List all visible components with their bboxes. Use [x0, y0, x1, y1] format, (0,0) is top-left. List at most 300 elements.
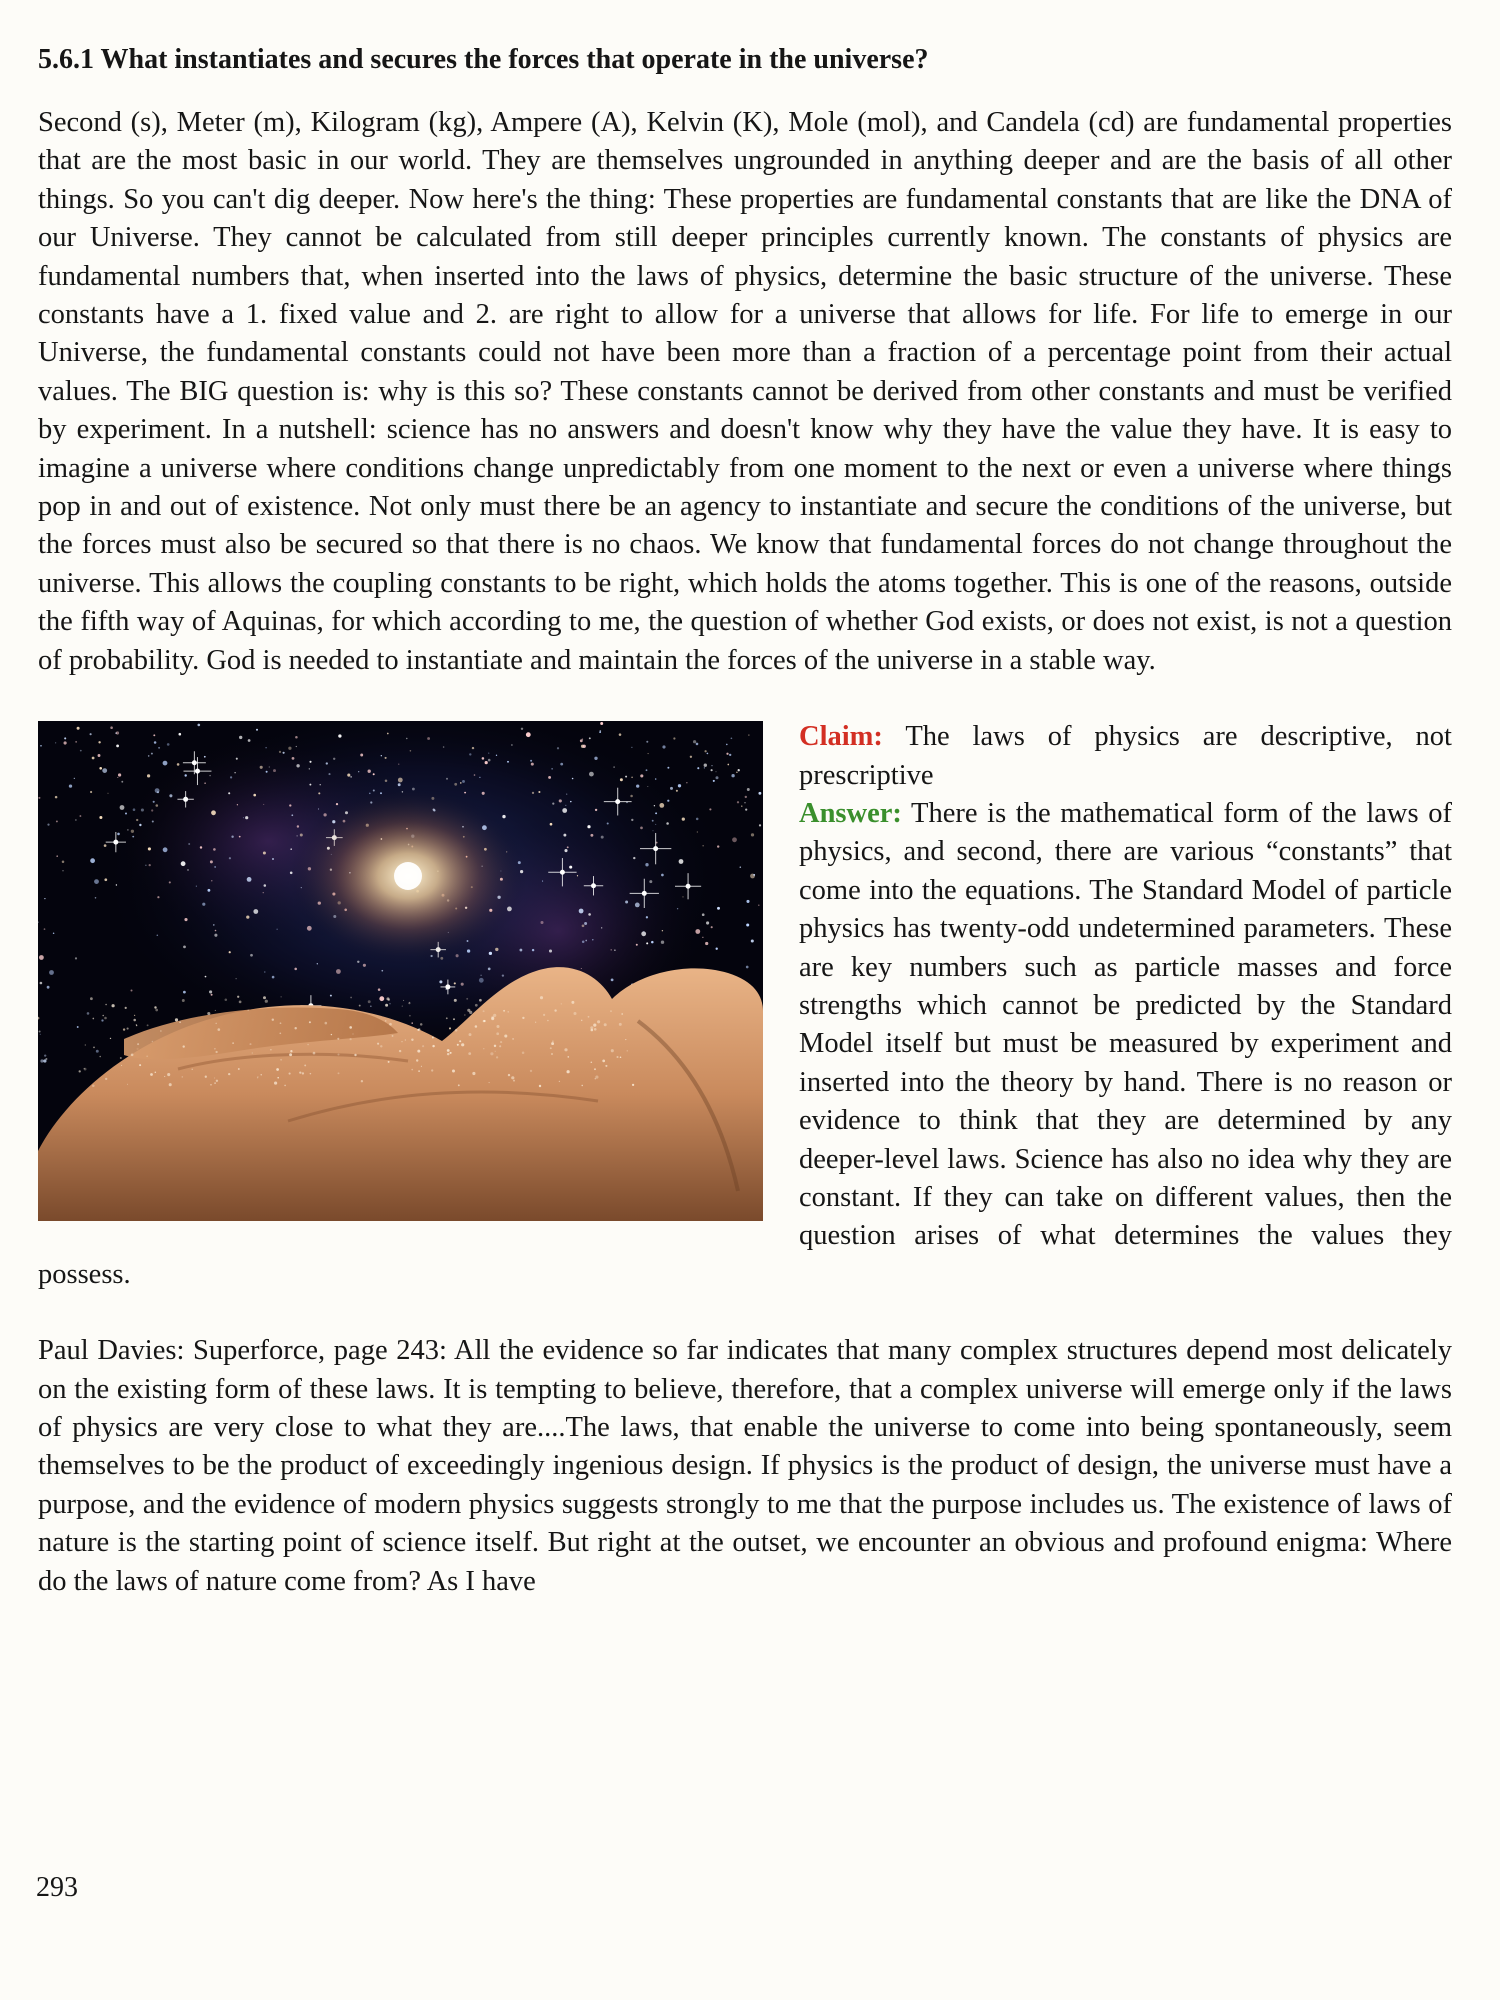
hand-sparkle	[92, 1018, 94, 1020]
star	[264, 884, 267, 887]
star	[559, 799, 562, 802]
star	[631, 777, 633, 779]
hand-sparkle	[183, 1046, 185, 1048]
star	[62, 870, 63, 871]
hand-sparkle	[504, 1035, 507, 1038]
star	[151, 753, 153, 755]
star	[711, 765, 712, 766]
star	[187, 869, 188, 870]
hand-sparkle	[385, 1004, 388, 1007]
star	[716, 776, 719, 779]
star	[336, 969, 341, 974]
star	[263, 892, 264, 893]
star	[152, 821, 154, 823]
hand-sparkle	[453, 1018, 455, 1020]
star	[679, 859, 684, 864]
star	[373, 773, 375, 775]
star	[614, 950, 615, 951]
hand-sparkle	[280, 1022, 282, 1024]
star	[64, 737, 66, 739]
star	[247, 877, 252, 882]
hand-sparkle	[597, 1020, 600, 1023]
star	[211, 880, 212, 881]
star	[640, 827, 643, 830]
star	[309, 768, 310, 769]
star	[260, 766, 263, 769]
star	[264, 971, 265, 972]
hand-sparkle	[447, 1049, 450, 1052]
hand-sparkle	[511, 1076, 514, 1079]
hand-sparkle	[352, 1034, 353, 1035]
hand-sparkle	[467, 1009, 470, 1012]
star	[215, 930, 217, 932]
star	[317, 963, 318, 964]
star	[370, 1006, 371, 1007]
star	[253, 794, 256, 797]
star	[153, 801, 155, 803]
star	[183, 946, 186, 949]
star	[439, 980, 442, 983]
star	[625, 776, 627, 778]
hand-sparkle	[216, 1080, 218, 1082]
hand-sparkle	[621, 1013, 623, 1015]
hand-sparkle	[182, 999, 185, 1002]
star	[330, 995, 332, 997]
answer-text: There is the mathematical form of the laws of physics, and second, there are various “constants” that come into the equations. The Standard Model of particle physics has twenty-odd undetermined parameters. These are key numbers such as particle masses and force strengths which cannot be predicted by the Standard Model itself but must be measured by experiment and inserted into the theory by hand. There is no reason or evidence to think that they are determined by any deeper-level laws. Science has also no idea why they are constant. If they can take on different values, then the question arises of what determines the values they possess.	[38, 797, 1452, 1290]
star	[253, 909, 258, 914]
star	[117, 833, 120, 836]
star	[272, 976, 275, 979]
hand-sparkle	[559, 1081, 560, 1082]
hand-sparkle	[238, 1068, 240, 1070]
star	[333, 758, 335, 760]
star	[464, 1015, 465, 1016]
hand-sparkle	[602, 1060, 605, 1063]
star	[127, 829, 128, 831]
star	[98, 741, 100, 743]
star	[601, 836, 604, 839]
star	[116, 745, 119, 748]
star	[661, 941, 664, 944]
hand-sparkle	[79, 1070, 81, 1072]
star	[697, 832, 698, 833]
star	[619, 733, 622, 736]
hand-sparkle	[416, 1059, 418, 1061]
hand-sparkle	[263, 996, 266, 999]
hand-sparkle	[281, 996, 282, 997]
star	[350, 776, 352, 778]
star	[659, 803, 664, 808]
star	[454, 982, 456, 984]
star	[237, 804, 238, 805]
star	[567, 846, 569, 848]
hand-sparkle	[218, 1028, 221, 1031]
hand-sparkle	[361, 1080, 363, 1082]
hand-sparkle	[214, 1078, 215, 1079]
hand-sparkle	[350, 997, 352, 999]
star	[153, 734, 155, 736]
hand-sparkle	[420, 1023, 423, 1026]
hand-sparkle	[411, 1039, 413, 1041]
star	[530, 760, 532, 762]
star	[599, 731, 601, 733]
star	[318, 792, 320, 794]
hand-sparkle	[551, 1053, 553, 1055]
star	[55, 742, 56, 743]
star	[538, 791, 540, 793]
star	[229, 857, 231, 859]
star	[213, 848, 216, 851]
star	[601, 927, 602, 928]
star	[532, 949, 534, 951]
star	[482, 792, 485, 795]
hand-sparkle	[461, 1043, 464, 1046]
hand-sparkle	[604, 1023, 607, 1026]
hand-sparkle	[105, 1078, 107, 1080]
hand-sparkle	[215, 1010, 216, 1011]
hand-sparkle	[508, 1074, 510, 1076]
star	[610, 949, 611, 950]
star	[751, 833, 754, 836]
star	[677, 908, 678, 909]
galaxy-in-hand-image	[38, 721, 763, 1221]
star	[202, 903, 205, 906]
star	[655, 778, 657, 780]
hand-sparkle	[499, 1045, 501, 1047]
star	[123, 1029, 125, 1031]
star	[108, 793, 109, 794]
hand-sparkle	[261, 1074, 262, 1075]
star	[116, 884, 117, 885]
star	[696, 743, 699, 746]
hand-sparkle	[289, 1053, 292, 1056]
star	[378, 988, 381, 991]
star	[569, 866, 572, 869]
hand-sparkle	[458, 1084, 460, 1086]
star	[398, 764, 399, 765]
star	[169, 794, 172, 797]
star	[482, 757, 485, 760]
star	[326, 762, 328, 764]
hand-sparkle	[331, 1034, 332, 1035]
star	[686, 782, 687, 783]
hand-sparkle	[112, 1004, 115, 1007]
hand-sparkle	[594, 1068, 596, 1070]
star	[746, 966, 749, 969]
star	[731, 738, 733, 740]
star	[118, 773, 121, 776]
hand-sparkle	[522, 1052, 525, 1055]
star	[125, 813, 127, 815]
star	[488, 968, 491, 971]
star	[133, 809, 136, 812]
hand-sparkle	[120, 1057, 122, 1059]
star	[563, 834, 566, 837]
hand-sparkle	[594, 1028, 597, 1031]
star	[309, 784, 311, 786]
star	[502, 815, 505, 818]
hand-sparkle	[169, 1083, 172, 1086]
hand-sparkle	[627, 1050, 628, 1051]
star	[296, 746, 297, 747]
hand-sparkle	[133, 1019, 136, 1022]
star	[151, 809, 153, 811]
star	[132, 836, 134, 838]
hand-sparkle	[368, 1000, 371, 1003]
hand-sparkle	[276, 1068, 279, 1071]
hand-sparkle	[237, 996, 239, 998]
hand-sparkle	[84, 1068, 87, 1071]
star	[211, 994, 213, 996]
hand-sparkle	[567, 1070, 570, 1073]
star	[480, 975, 481, 976]
star	[210, 861, 213, 864]
hand-sparkle	[619, 1023, 622, 1026]
star	[179, 733, 182, 736]
hand-sparkle	[447, 1053, 449, 1055]
star	[643, 931, 644, 932]
star	[662, 930, 663, 931]
hand-sparkle	[99, 1056, 101, 1058]
hand-sparkle	[392, 1035, 394, 1037]
hand-sparkle	[214, 1082, 216, 1084]
star	[230, 776, 232, 778]
star	[759, 824, 761, 826]
star	[296, 764, 299, 767]
hand-sparkle	[310, 1073, 312, 1075]
hand-sparkle	[590, 1026, 593, 1029]
hand-sparkle	[102, 1015, 104, 1017]
star	[385, 780, 388, 783]
star	[562, 808, 567, 813]
hand-sparkle	[377, 1043, 379, 1045]
star	[169, 881, 171, 883]
star	[502, 975, 504, 977]
star	[163, 847, 168, 852]
star	[149, 864, 151, 866]
hand-sparkle	[543, 1014, 545, 1016]
hand-sparkle	[294, 1027, 296, 1029]
hand-sparkle	[265, 1000, 268, 1003]
star	[446, 778, 448, 780]
star	[582, 941, 585, 944]
star	[273, 769, 276, 772]
star	[141, 809, 144, 812]
hand-sparkle	[215, 1051, 217, 1053]
star	[706, 922, 709, 925]
hand-sparkle	[354, 1054, 356, 1056]
star	[662, 746, 665, 749]
star	[588, 913, 591, 916]
star	[120, 805, 125, 810]
hand-sparkle	[154, 1006, 156, 1008]
hand-sparkle	[290, 1050, 292, 1052]
star	[245, 816, 248, 819]
star	[40, 1034, 41, 1035]
star	[102, 768, 107, 773]
star	[744, 802, 745, 803]
star	[75, 957, 77, 959]
star	[583, 745, 586, 748]
star	[746, 900, 749, 903]
star	[676, 790, 678, 792]
hand-sparkle	[466, 998, 468, 1000]
hand-sparkle	[490, 1052, 493, 1055]
star	[726, 744, 728, 746]
claim-label: Claim:	[799, 721, 883, 753]
star	[360, 754, 363, 757]
star	[236, 978, 237, 979]
star	[53, 933, 55, 935]
star	[269, 766, 270, 767]
star	[130, 990, 132, 992]
hand-sparkle	[338, 1072, 340, 1074]
hand-sparkle	[595, 1078, 596, 1079]
hand-sparkle	[554, 1010, 556, 1012]
star	[557, 747, 559, 749]
hand-sparkle	[214, 1048, 216, 1050]
star	[209, 775, 210, 776]
star	[611, 979, 614, 982]
hand-sparkle	[421, 1066, 422, 1067]
star	[358, 771, 359, 772]
hand-sparkle	[155, 1072, 157, 1074]
star	[156, 804, 159, 807]
hand-sparkle	[147, 1024, 149, 1026]
star	[95, 897, 97, 899]
star	[75, 741, 76, 742]
star	[648, 753, 649, 754]
star	[635, 903, 640, 908]
star	[209, 990, 212, 993]
hand-sparkle	[205, 1076, 207, 1078]
hand-sparkle	[225, 999, 228, 1002]
star	[184, 774, 186, 776]
hand-sparkle	[299, 1072, 301, 1074]
hand-sparkle	[215, 1023, 217, 1025]
star	[74, 778, 75, 779]
hand-sparkle	[411, 1069, 413, 1071]
intro-section	[38, 104, 1452, 680]
hand-sparkle	[402, 1006, 403, 1007]
star	[496, 755, 497, 756]
star	[717, 846, 719, 848]
star	[449, 1027, 451, 1029]
hand-sparkle	[491, 1017, 494, 1020]
page-number: 293	[36, 1872, 78, 1903]
hand-sparkle	[249, 1043, 251, 1045]
star	[40, 982, 43, 985]
star	[246, 916, 249, 919]
hand-sparkle	[121, 1065, 122, 1066]
star	[620, 778, 623, 781]
star	[294, 968, 297, 971]
star	[134, 1015, 135, 1016]
star	[243, 817, 244, 818]
hand-sparkle	[469, 1033, 472, 1036]
star	[580, 739, 583, 742]
star	[751, 940, 754, 943]
star	[214, 934, 217, 937]
star	[47, 824, 49, 826]
star	[526, 732, 531, 737]
hand-sparkle	[93, 1047, 95, 1049]
star	[519, 949, 522, 952]
star	[75, 819, 76, 820]
hand-sparkle	[272, 1019, 274, 1021]
hand-sparkle	[457, 1044, 459, 1046]
star	[737, 801, 739, 803]
hand-sparkle	[401, 1041, 402, 1042]
star	[511, 744, 513, 746]
hand-sparkle	[104, 1017, 107, 1020]
hand-sparkle	[239, 1001, 242, 1004]
star	[747, 788, 750, 791]
star	[707, 753, 709, 755]
star	[155, 788, 160, 793]
hand-sparkle	[432, 1045, 434, 1047]
star	[406, 738, 407, 739]
star	[148, 847, 151, 850]
star	[711, 769, 713, 771]
star	[92, 757, 95, 760]
star	[290, 848, 292, 850]
hand-sparkle	[468, 1052, 471, 1055]
hand-sparkle	[403, 1000, 404, 1001]
star	[145, 865, 146, 866]
hand-sparkle	[495, 1051, 496, 1052]
star	[670, 787, 673, 790]
hand-sparkle	[632, 1084, 634, 1086]
answer-label: Answer:	[799, 797, 902, 829]
star	[704, 764, 707, 767]
star	[550, 823, 553, 826]
star	[154, 741, 157, 744]
star	[731, 774, 734, 777]
hand-sparkle	[564, 1048, 567, 1051]
hand-sparkle	[452, 1070, 455, 1073]
hand-sparkle	[417, 1050, 420, 1053]
star	[549, 950, 552, 953]
hand-sparkle	[571, 1001, 574, 1004]
star	[682, 818, 685, 821]
star	[709, 808, 711, 810]
hand-sparkle	[500, 1041, 502, 1043]
star	[631, 819, 633, 821]
hand-sparkle	[164, 1076, 165, 1077]
star	[732, 837, 737, 842]
star	[385, 757, 387, 759]
hand-sparkle	[422, 1045, 424, 1047]
star	[158, 747, 160, 749]
star	[163, 761, 168, 766]
galaxy-illustration	[38, 721, 763, 1221]
star	[711, 926, 713, 928]
star	[147, 774, 150, 777]
star	[646, 916, 648, 918]
star	[488, 759, 491, 762]
star	[646, 741, 648, 743]
star	[474, 774, 476, 776]
star	[121, 781, 123, 783]
star	[548, 776, 551, 779]
star	[702, 937, 703, 938]
star	[589, 737, 591, 739]
star	[363, 964, 366, 967]
star	[117, 777, 118, 778]
star	[200, 846, 202, 848]
star	[263, 804, 264, 805]
